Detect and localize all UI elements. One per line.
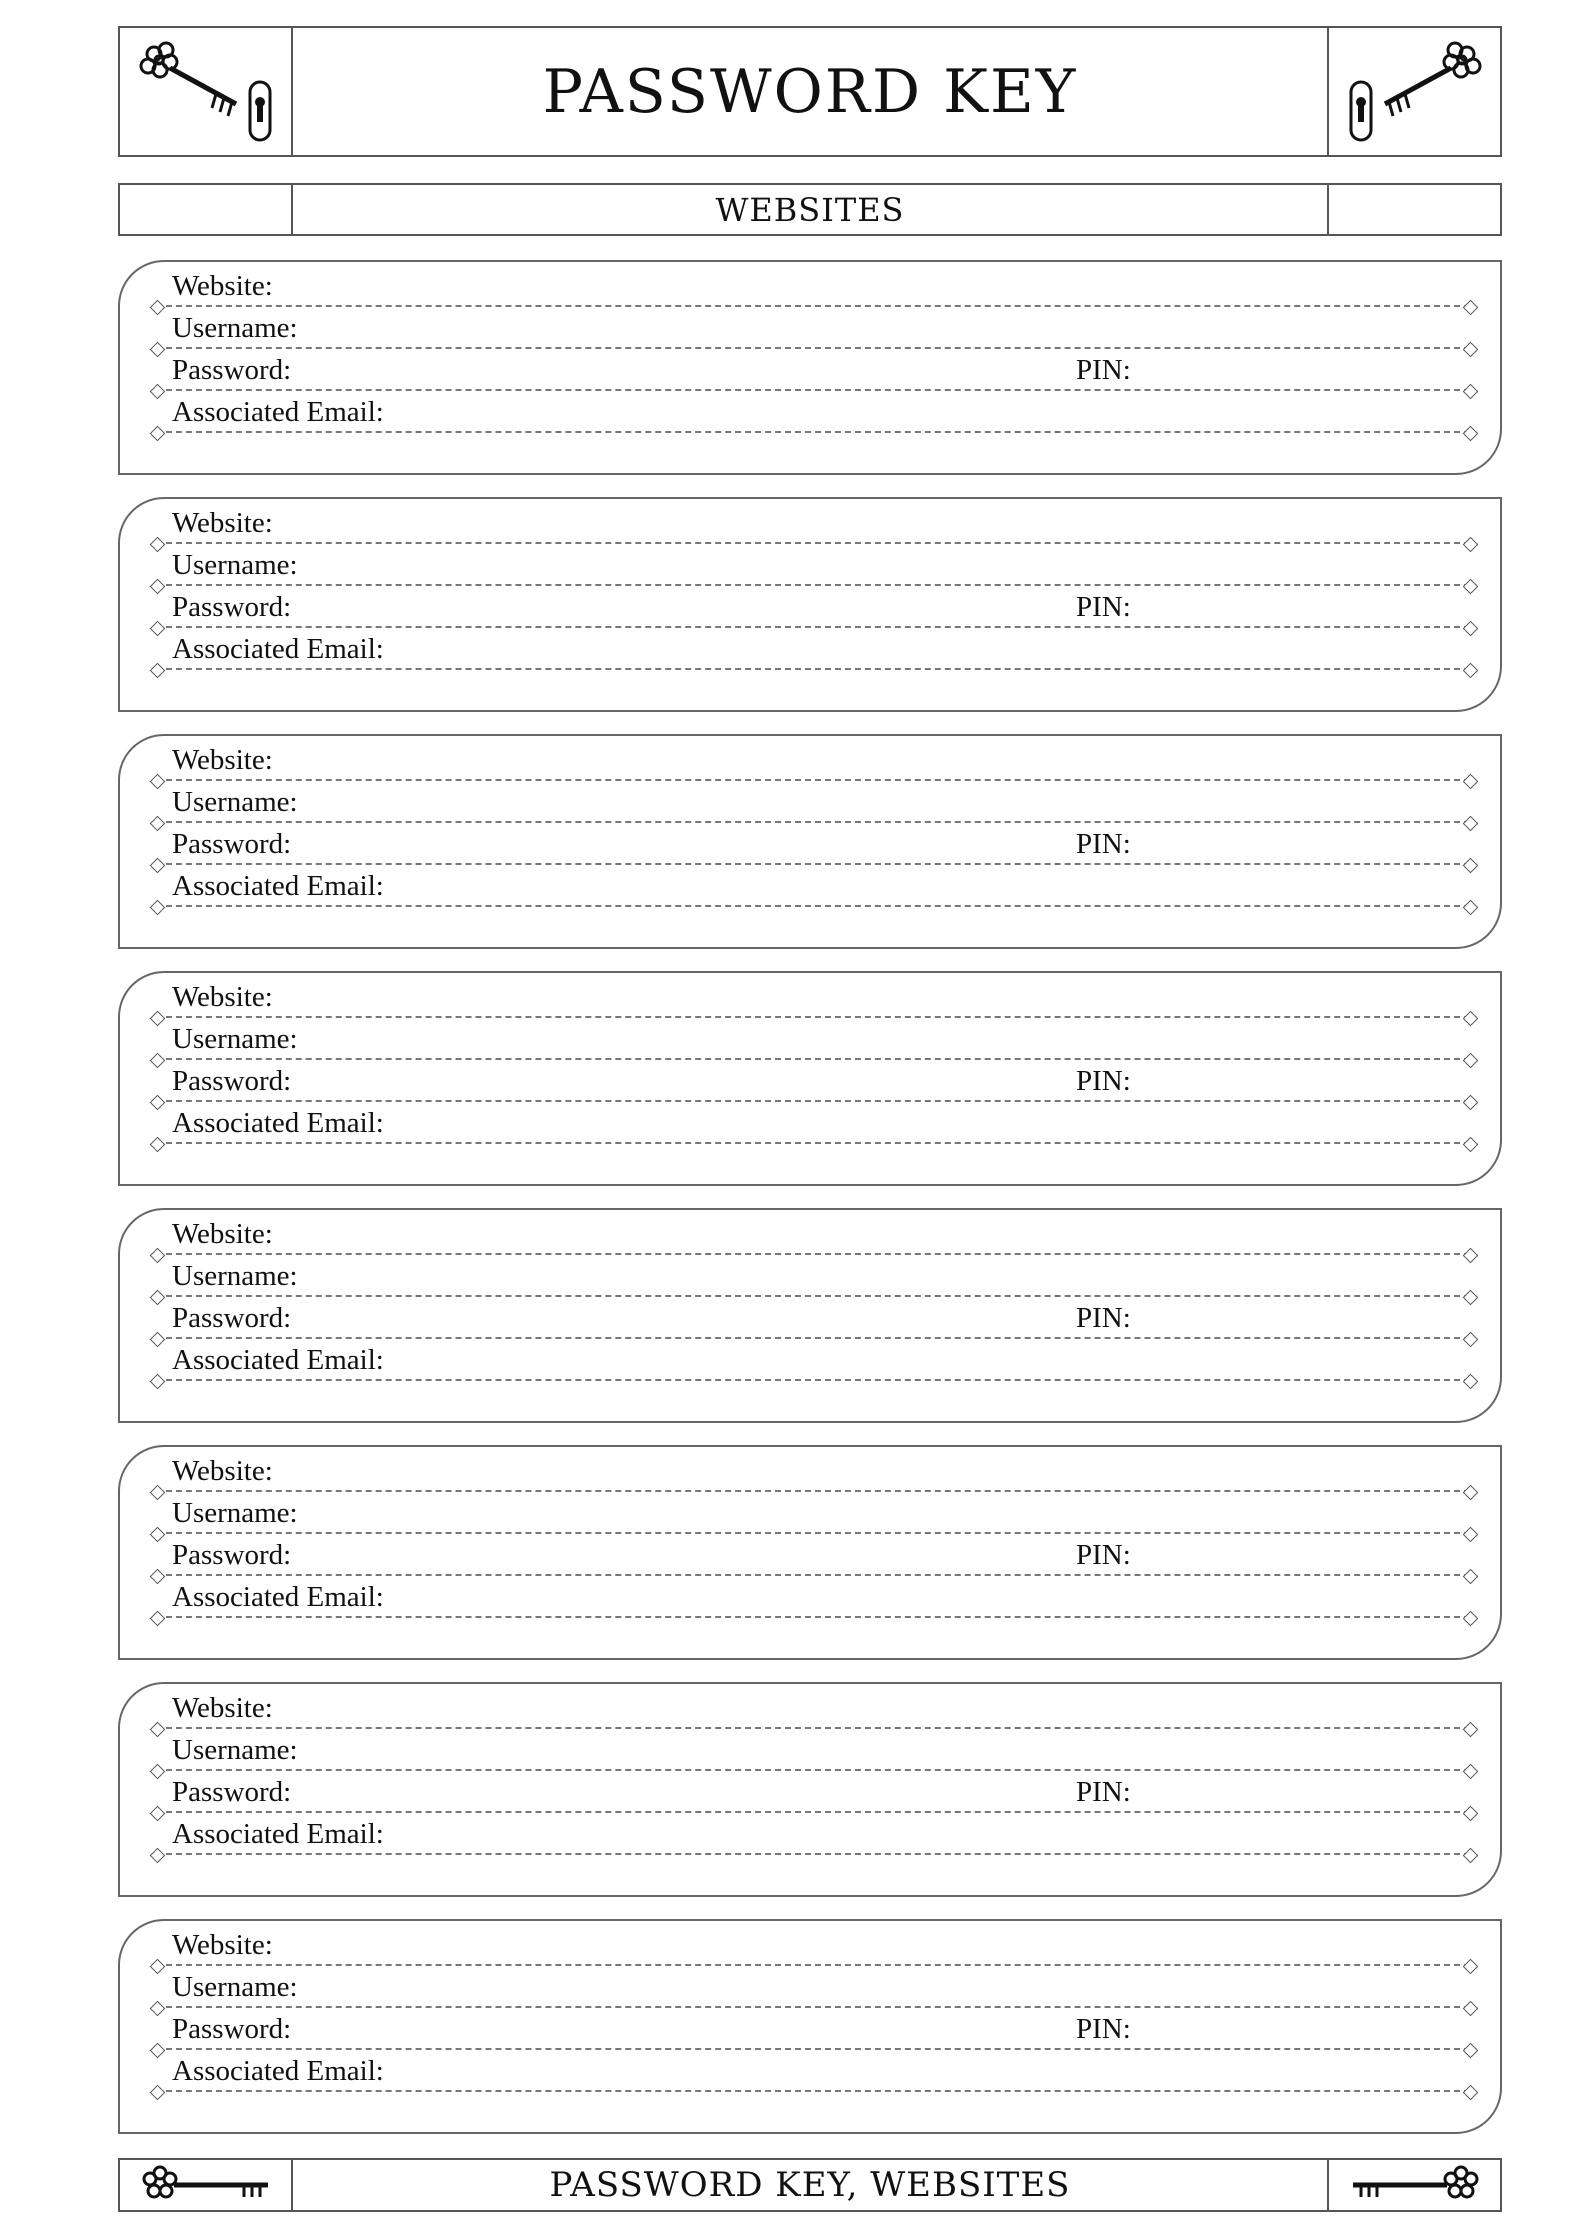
diamond-end-icon <box>150 663 166 679</box>
website-label: Website: <box>172 744 277 777</box>
website-label: Website: <box>172 507 277 540</box>
pin-label: PIN: <box>1072 1065 1135 1098</box>
write-in-line <box>156 1142 1470 1144</box>
entry-row-username[interactable] <box>120 1966 1500 2008</box>
entry-row-password[interactable] <box>120 1297 1500 1339</box>
password-entry-card <box>118 260 1502 475</box>
pin-label: PIN: <box>1072 1539 1135 1572</box>
pin-label: PIN: <box>1072 591 1135 624</box>
footer-title: PASSWORD KEY, WEBSITES <box>549 2165 1071 2205</box>
diamond-end-icon <box>150 1611 166 1627</box>
email-label: Associated Email: <box>172 396 388 429</box>
footer-left-ornament <box>120 2160 293 2210</box>
diamond-end-icon <box>1463 1611 1479 1627</box>
entry-row-email[interactable] <box>120 865 1500 907</box>
section-header-left-cell <box>120 185 293 234</box>
write-in-line <box>156 668 1470 670</box>
website-label: Website: <box>172 1218 277 1251</box>
footer-right-ornament <box>1327 2160 1500 2210</box>
diamond-end-icon <box>150 1374 166 1390</box>
password-entry-card <box>118 734 1502 949</box>
website-label: Website: <box>172 1929 277 1962</box>
entry-row-password[interactable] <box>120 349 1500 391</box>
skeleton-key-icon <box>136 2163 276 2207</box>
write-in-line <box>156 1379 1470 1381</box>
password-label: Password: <box>172 1539 295 1572</box>
password-entry-card <box>118 971 1502 1186</box>
password-label: Password: <box>172 591 295 624</box>
website-label: Website: <box>172 981 277 1014</box>
entry-row-email[interactable] <box>120 628 1500 670</box>
header-left-ornament <box>120 28 293 155</box>
section-header-right-cell <box>1327 185 1500 234</box>
skeleton-key-keyhole-icon <box>1335 32 1495 152</box>
entry-row-username[interactable] <box>120 1255 1500 1297</box>
write-in-line <box>156 2090 1470 2092</box>
username-label: Username: <box>172 312 302 345</box>
write-in-line <box>156 1616 1470 1618</box>
password-label: Password: <box>172 1776 295 1809</box>
entry-row-password[interactable] <box>120 1060 1500 1102</box>
entry-row-password[interactable] <box>120 1771 1500 1813</box>
section-header <box>118 183 1502 236</box>
password-entry-card <box>118 1445 1502 1660</box>
entry-row-website[interactable] <box>120 1450 1500 1492</box>
entry-row-password[interactable] <box>120 586 1500 628</box>
entry-row-password[interactable] <box>120 1534 1500 1576</box>
pin-label: PIN: <box>1072 2013 1135 2046</box>
diamond-end-icon <box>1463 663 1479 679</box>
email-label: Associated Email: <box>172 1818 388 1851</box>
pin-label: PIN: <box>1072 828 1135 861</box>
username-label: Username: <box>172 1497 302 1530</box>
entry-row-website[interactable] <box>120 1687 1500 1729</box>
password-label: Password: <box>172 354 295 387</box>
entry-row-username[interactable] <box>120 1492 1500 1534</box>
entry-row-username[interactable] <box>120 781 1500 823</box>
entry-row-email[interactable] <box>120 1102 1500 1144</box>
entry-row-website[interactable] <box>120 739 1500 781</box>
section-title: WEBSITES <box>715 190 905 229</box>
entry-row-website[interactable] <box>120 976 1500 1018</box>
diamond-end-icon <box>150 1848 166 1864</box>
entry-row-username[interactable] <box>120 1729 1500 1771</box>
entry-row-email[interactable] <box>120 2050 1500 2092</box>
diamond-end-icon <box>150 2085 166 2101</box>
page-header <box>118 26 1502 157</box>
entry-row-website[interactable] <box>120 502 1500 544</box>
password-label: Password: <box>172 1065 295 1098</box>
password-entry-card <box>118 1919 1502 2134</box>
page-footer <box>118 2158 1502 2212</box>
website-label: Website: <box>172 1692 277 1725</box>
entry-row-email[interactable] <box>120 1813 1500 1855</box>
username-label: Username: <box>172 1260 302 1293</box>
entry-row-password[interactable] <box>120 2008 1500 2050</box>
diamond-end-icon <box>1463 1137 1479 1153</box>
skeleton-key-keyhole-icon <box>126 32 286 152</box>
username-label: Username: <box>172 1023 302 1056</box>
entry-row-username[interactable] <box>120 1018 1500 1060</box>
write-in-line <box>156 1853 1470 1855</box>
entry-row-email[interactable] <box>120 391 1500 433</box>
entry-row-username[interactable] <box>120 307 1500 349</box>
diamond-end-icon <box>1463 1848 1479 1864</box>
email-label: Associated Email: <box>172 1581 388 1614</box>
email-label: Associated Email: <box>172 1107 388 1140</box>
password-label: Password: <box>172 828 295 861</box>
username-label: Username: <box>172 1971 302 2004</box>
entry-row-website[interactable] <box>120 1924 1500 1966</box>
entry-row-email[interactable] <box>120 1339 1500 1381</box>
header-right-ornament <box>1327 28 1500 155</box>
pin-label: PIN: <box>1072 354 1135 387</box>
email-label: Associated Email: <box>172 870 388 903</box>
password-entry-card <box>118 1682 1502 1897</box>
password-entry-card <box>118 1208 1502 1423</box>
username-label: Username: <box>172 786 302 819</box>
email-label: Associated Email: <box>172 1344 388 1377</box>
entry-row-website[interactable] <box>120 1213 1500 1255</box>
password-label: Password: <box>172 1302 295 1335</box>
website-label: Website: <box>172 1455 277 1488</box>
entry-row-password[interactable] <box>120 823 1500 865</box>
diamond-end-icon <box>150 1137 166 1153</box>
skeleton-key-icon <box>1345 2163 1485 2207</box>
pin-label: PIN: <box>1072 1776 1135 1809</box>
entry-row-username[interactable] <box>120 544 1500 586</box>
write-in-line <box>156 905 1470 907</box>
pin-label: PIN: <box>1072 1302 1135 1335</box>
website-label: Website: <box>172 270 277 303</box>
email-label: Associated Email: <box>172 2055 388 2088</box>
entry-row-email[interactable] <box>120 1576 1500 1618</box>
password-label: Password: <box>172 2013 295 2046</box>
entry-row-website[interactable] <box>120 265 1500 307</box>
password-entry-card <box>118 497 1502 712</box>
diamond-end-icon <box>150 900 166 916</box>
email-label: Associated Email: <box>172 633 388 666</box>
diamond-end-icon <box>1463 426 1479 442</box>
diamond-end-icon <box>1463 1374 1479 1390</box>
diamond-end-icon <box>150 426 166 442</box>
page-title: PASSWORD KEY <box>542 56 1078 127</box>
username-label: Username: <box>172 1734 302 1767</box>
diamond-end-icon <box>1463 900 1479 916</box>
username-label: Username: <box>172 549 302 582</box>
write-in-line <box>156 431 1470 433</box>
diamond-end-icon <box>1463 2085 1479 2101</box>
